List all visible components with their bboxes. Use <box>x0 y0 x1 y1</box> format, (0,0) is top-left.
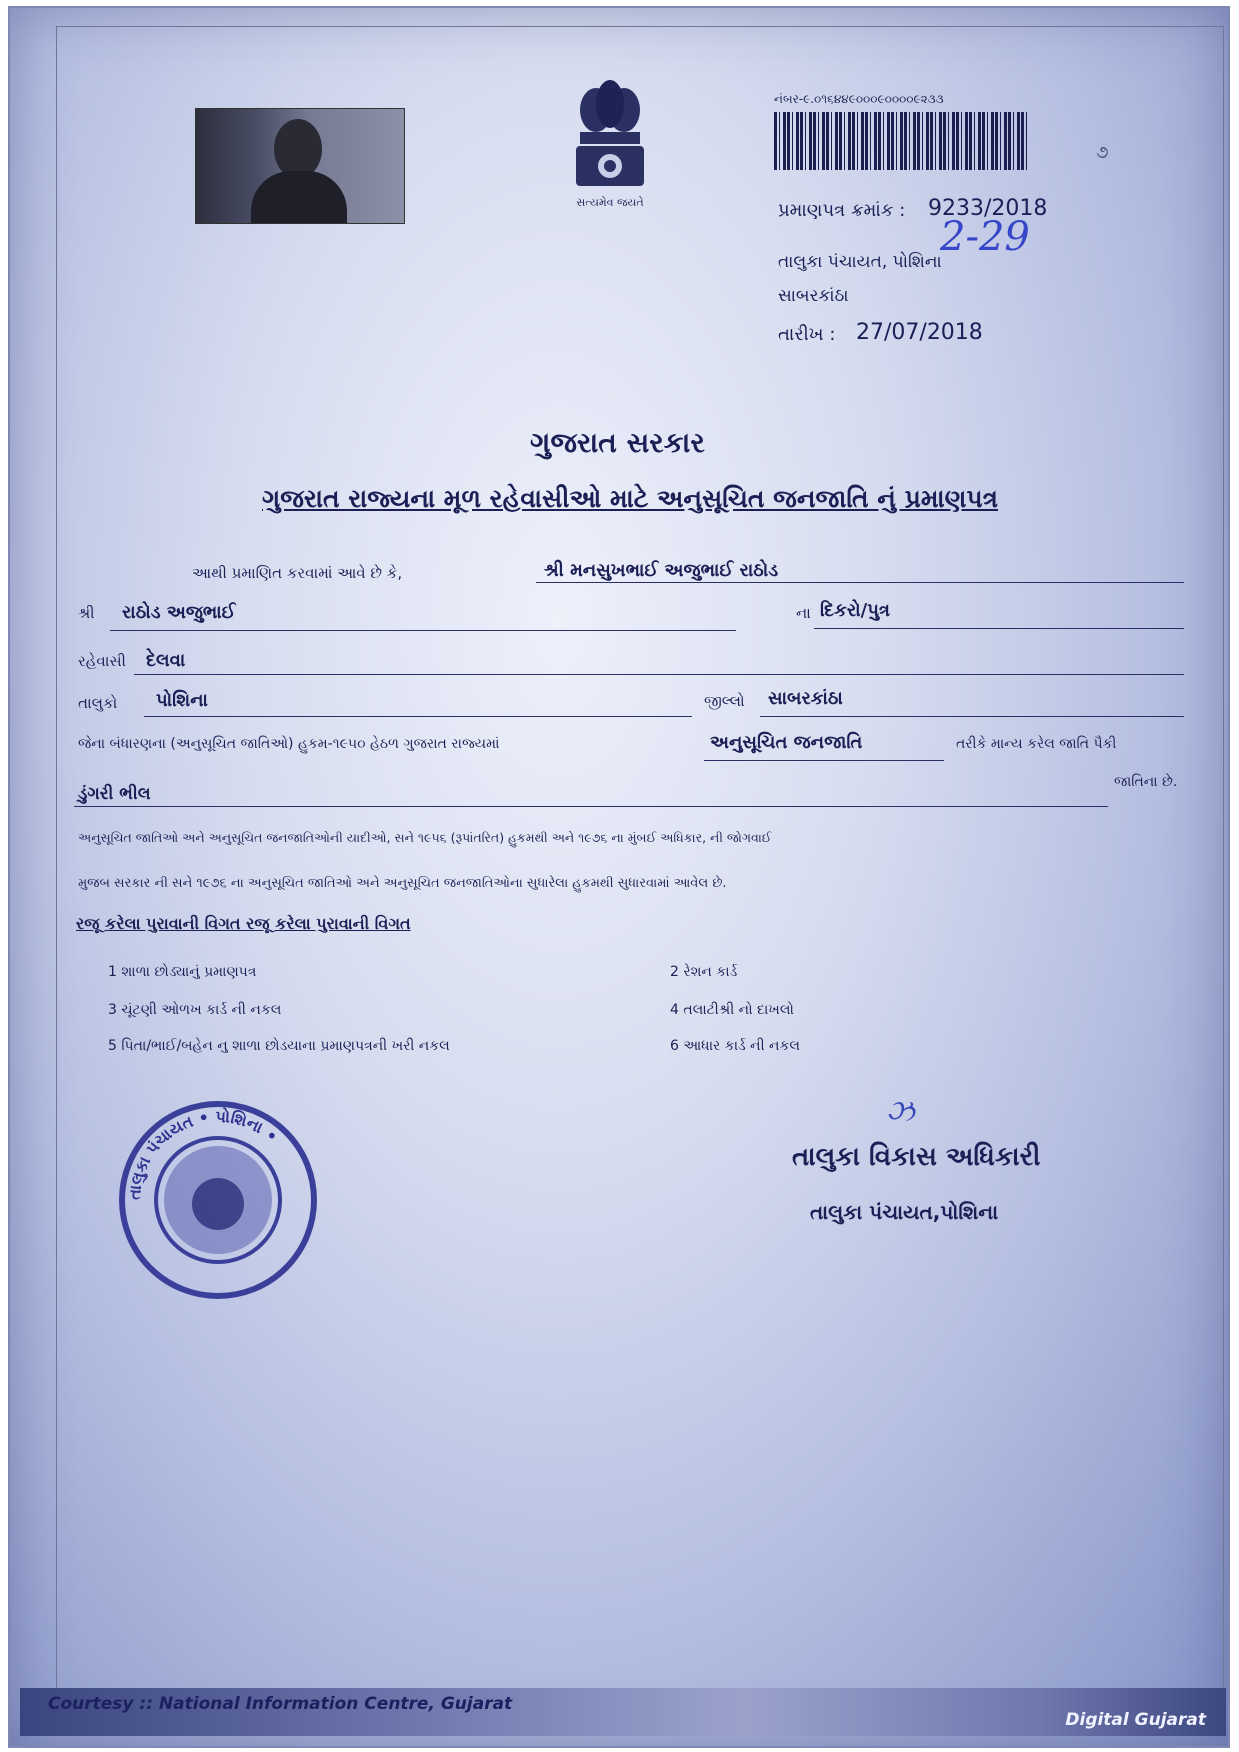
officer-title: તાલુકા વિકાસ અધિકારી <box>792 1142 1041 1172</box>
office-line: તાલુકા પંચાયત, પોશિના <box>778 252 942 272</box>
certificate-sheet <box>8 6 1230 1748</box>
page-number: ૭ <box>1096 142 1109 163</box>
legal-paragraph-line1: અનુસૂચિત જાતિઓ અને અનુસૂચિત જનજાતિઓની યાદીઓ, સને ૧૯૫૬ (રૂપાંતરિત) હુકમથી અને ૧૯૭૬ ના મુંબઈ અધિકાર, ની જોગવાઈ <box>78 830 772 845</box>
district-line: સાબરકાંઠા <box>778 286 849 306</box>
holder-name: શ્રી મનસુખભાઈ અજુભાઈ રાઠોડ <box>544 560 779 581</box>
date-value: 27/07/2018 <box>856 320 983 345</box>
emblem-caption: સત્યમેવ જયતે <box>576 196 644 209</box>
parent-underline <box>110 630 736 631</box>
taluka-underline <box>144 716 692 717</box>
documents-heading: રજૂ કરેલા પુરાવાની વિગત રજૂ કરેલા પુરાવાની વિગત <box>76 914 411 933</box>
signature-initials: ઝ <box>886 1094 915 1129</box>
residence-label: રહેવાસી <box>78 652 126 670</box>
legal-paragraph-line2: મુજબ સરકાર ની સને ૧૯૭૬ ના અનુસૂચિત જાતિઓ અને અનુસૂચિત જનજાતિઓના સુધારેલા હુકમથી સુધારવામાં આવેલ છે. <box>78 876 727 891</box>
officer-office: તાલુકા પંચાયત,પોશિના <box>810 1200 999 1224</box>
residence-value: દેલવા <box>146 650 186 671</box>
date-label: તારીખ : <box>778 324 836 345</box>
category-underline <box>704 760 944 761</box>
document-item: 1 શાળા છોડ્યાનું પ્રમાણપત્ર <box>108 964 257 980</box>
taluka-value: પોશિના <box>156 690 208 711</box>
footer-brand: Digital Gujarat <box>1065 1710 1206 1730</box>
barcode <box>774 112 1030 170</box>
barcode-text: નંબર-૯.૦૧૬૪૪૯૦૦૦૯૦૦૦૦૯૨૩૩ <box>774 92 944 106</box>
parent-name: રાઠોડ અજુભાઈ <box>122 602 236 623</box>
certificate-title: ગુજરાત રાજ્યના મૂળ રહેવાસીઓ માટે અનુસૂચિત જનજાતિ નું પ્રમાણપત્ર <box>262 484 999 513</box>
district-label: જીલ્લો <box>704 692 745 710</box>
document-item: 2 રેશન કાર્ડ <box>670 964 738 980</box>
photo-body-shape <box>251 171 347 223</box>
caste-value: ડુંગરી ભીલ <box>78 784 151 804</box>
certificate-no: 9233/2018 <box>928 196 1048 221</box>
seal-text: તાલુકા પંચાયત • પોશિના • <box>124 1106 282 1201</box>
caste-suffix: જાતિના છે. <box>1114 774 1178 790</box>
document-item: 4 તલાટીશ્રી નો દાખલો <box>670 1002 794 1018</box>
government-title: ગુજરાત સરકાર <box>530 426 705 459</box>
holder-name-underline <box>536 582 1184 583</box>
national-emblem <box>566 70 654 220</box>
intro-label: આથી પ્રમાણિત કરવામાં આવે છે કે, <box>192 564 403 582</box>
taluka-label: તાલુકો <box>78 694 118 712</box>
photo-head-shape <box>274 119 322 179</box>
category-value: અનુસૂચિત જનજાતિ <box>710 732 863 753</box>
document-item: 5 પિતા/ભાઈ/બહેન નુ શાળા છોડયાના પ્રમાણપત્રની ખરી નકલ <box>108 1038 450 1054</box>
handwritten-number: 2-29 <box>940 214 1030 260</box>
parent-label: શ્રી <box>78 604 95 622</box>
relation-underline <box>814 628 1184 629</box>
footer-courtesy: Courtesy :: National Information Centre, Gujarat <box>48 1694 513 1714</box>
relation-value: દિકરો/પુત્ર <box>820 600 890 621</box>
caste-underline <box>74 806 1108 807</box>
residence-underline <box>134 674 1184 675</box>
district-underline <box>760 716 1184 717</box>
district-value: સાબરકાંઠા <box>768 688 843 709</box>
order-text: જેના બંધારણના (અનુસૂચિત જાતિઓ) હુકમ-૧૯૫૦ હેઠળ ગુજરાત રાજ્યમાં <box>78 736 500 752</box>
relation-label: ના <box>796 604 811 622</box>
applicant-photo <box>195 108 405 224</box>
document-item: 6 આધાર કાર્ડ ની નકલ <box>670 1038 800 1054</box>
certificate-no-label: પ્રમાણપત્ર ક્રમાંક : <box>778 200 906 221</box>
recognized-text: તરીકે માન્ય કરેલ જાતિ પૈકી <box>956 736 1117 752</box>
document-item: 3 ચૂંટણી ઓળખ કાર્ડ ની નકલ <box>108 1002 282 1018</box>
official-seal <box>118 1100 318 1300</box>
